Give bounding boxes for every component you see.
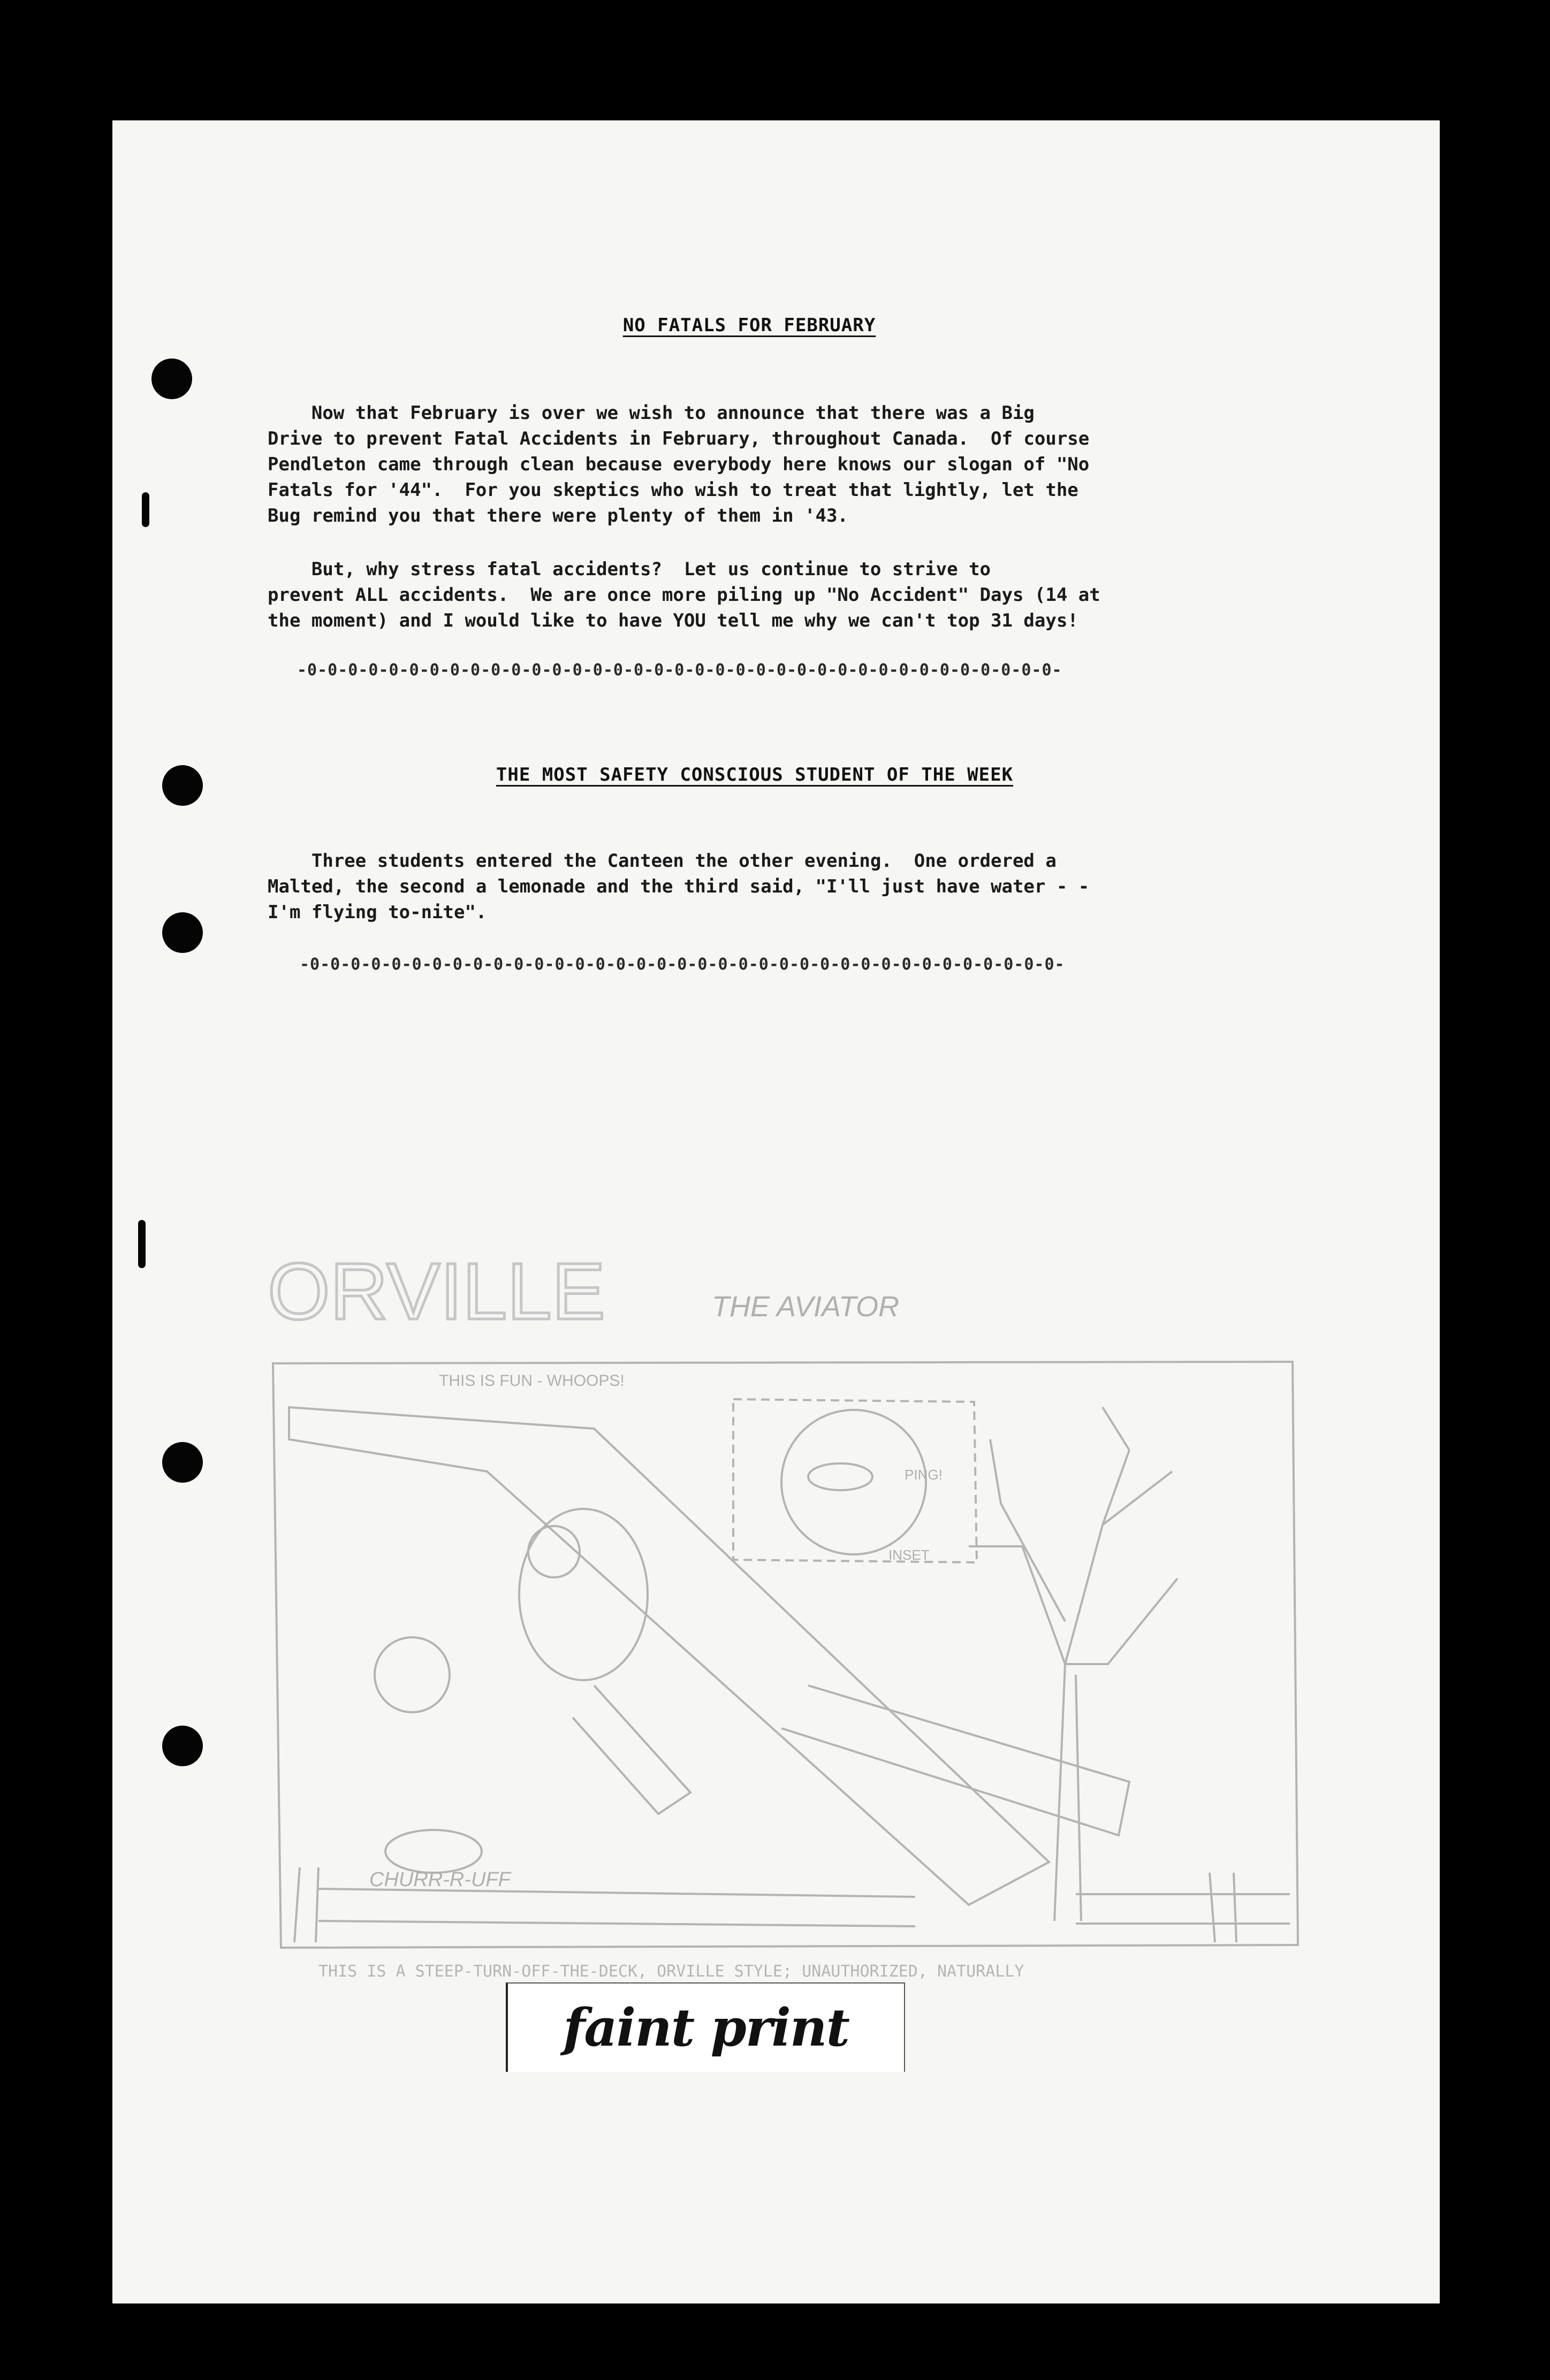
binder-mark <box>142 492 149 527</box>
sound-effect-text: CHURR-R-UFF <box>369 1868 511 1891</box>
cartoon-subtitle: THE AVIATOR <box>712 1291 900 1323</box>
separator-line: -0-0-0-0-0-0-0-0-0-0-0-0-0-0-0-0-0-0-0-0-0-0-0-0-0-0-0-0-0-0-0-0-0-0-0-0-0- <box>297 661 1062 680</box>
separator-line: -0-0-0-0-0-0-0-0-0-0-0-0-0-0-0-0-0-0-0-0-0-0-0-0-0-0-0-0-0-0-0-0-0-0-0-0-0- <box>300 955 1065 974</box>
binder-hole <box>151 358 192 399</box>
inset-label: INSET <box>888 1547 930 1563</box>
paragraph-accident-days: But, why stress fatal accidents? Let us continue to strive to prevent ALL accidents. We are once more piling up "No Accident" Days (14 at the moment) and I would like to have YOU tell me why we can't top 31 days! <box>268 559 1100 631</box>
cartoon-caption: THIS IS A STEEP-TURN-OFF-THE-DECK, ORVILLE STYLE; UNAUTHORIZED, NATURALLY <box>318 1962 1024 1981</box>
section-title-no-fatals: NO FATALS FOR FEBRUARY <box>622 315 876 336</box>
speech-bubble-text: THIS IS FUN - WHOOPS! <box>439 1372 625 1390</box>
ping-text: PING! <box>905 1467 943 1483</box>
section-title-safety-student: THE MOST SAFETY CONSCIOUS STUDENT OF THE WEEK <box>496 764 1014 785</box>
binder-hole <box>162 765 203 806</box>
faint-print-stamp <box>506 1982 905 2072</box>
binder-hole <box>162 912 203 953</box>
stamp-text: faint print <box>563 1997 849 2058</box>
paragraph-three-students: Three students entered the Canteen the other evening. One ordered a Malted, the second a lemonade and the third said, "I'll just have water - - I'm flying to-nite". <box>268 850 1090 923</box>
cartoon-sketch <box>112 1247 1440 1996</box>
paragraph-fatal-accidents: Now that February is over we wish to announce that there was a Big Drive to prevent Fatal Accidents in February, throughout Canada. Of course Pendleton came through clean because everybody here knows our slogan of "No Fatals for '44". For you skeptics who wish to treat that lightly, let the Bug remind you that there were plenty of them in '43. <box>268 402 1090 527</box>
cartoon-title: ORVILLE <box>268 1247 605 1336</box>
